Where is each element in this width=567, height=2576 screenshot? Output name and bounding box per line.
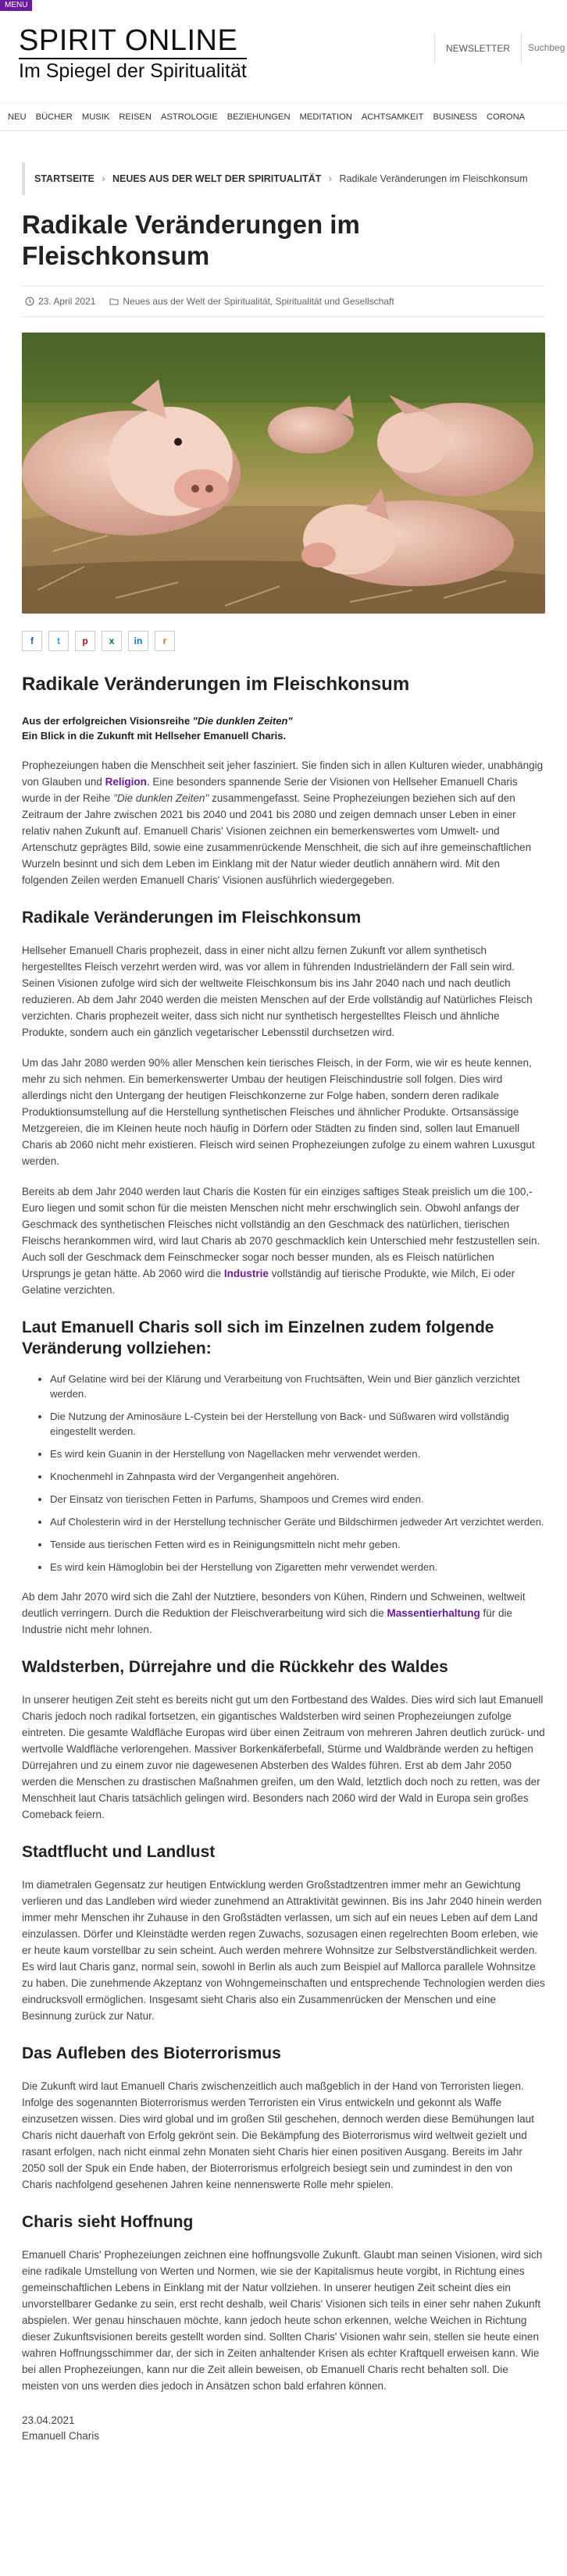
list-item: • Es wird kein Hämoglobin bei der Herstellung von Zigaretten mehr verwendet werden. xyxy=(50,1560,545,1574)
section-heading: Laut Emanuell Charis soll sich im Einzelnen zudem folgende Veränderung vollziehen: xyxy=(22,1318,494,1357)
section-heading: Das Aufleben des Bioterrorismus xyxy=(22,2044,281,2062)
section-heading: Charis sieht Hoffnung xyxy=(22,2213,194,2231)
paragraph: Die Zukunft wird laut Emanuell Charis zwischenzeitlich auch maßgeblich in der Hand von Terroristen liegen. Infolge des sogenannten Bioterrorismus werden Terroristen ein Virus entwickeln und gekonnt als Waffe einzusetzen wissen. Dies wird global und im großen Stil geschehen, dennoch werden diese Bemühungen laut Charis nicht dauerhaft von Erfolg gekrönt sein. Die Bekämpfung des Bioterrorismus wird weltweit gezielt und rasant erfolgen, nach nicht einmal zehn Monaten sieht Charis hier einen positiven Ausgang. Bereits im Jahr 2050 soll der Spuk ein Ende haben, der Bioterrorismus erfolgreich besiegt sein und zumindest in den von Charis nachfolgend gesehenen Jahren keine nennenswerte Rolle mehr spielen. xyxy=(22,2080,534,2190)
nav-item-beziehungen[interactable]: BEZIEHUNGEN xyxy=(226,112,291,122)
xing-share-icon[interactable]: x xyxy=(102,631,122,651)
rss-share-icon[interactable]: r xyxy=(155,631,175,651)
hero-image xyxy=(22,333,545,614)
text: zusammengefasst. Seine Prophezeiungen beziehen sich auf den Zeitraum der Jahre zwischen 2021 bis 2040 und 2041 bis 2080 und zeigen demnach unser Leben in einer relativ nahen Zukunft auf. Emanuell Charis' Visionen zeichnen ein bemerkenswertes vom Umwelt- und Artenschutz geprägtes Bild, sowie eine zusammenrückende Menschheit, die sich auf ihre gemeinschaftlichen Wurzeln besinnt und sich dem Leben im Einklang mit der Natur wieder deutlich annähern wird. Mit den folgenden Zeilen werden Emanuell Charis' Visionen ausführlich wiedergegeben. xyxy=(22,792,532,886)
text: vollständig auf tierische Produkte, wie Milch, Ei oder Gelatine verzichten. xyxy=(22,1268,515,1296)
post-meta xyxy=(22,286,545,317)
site-logo[interactable] xyxy=(19,25,247,83)
page-title: Radikale Veränderungen im Fleischkonsum xyxy=(22,210,360,270)
signoff-author: Emanuell Charis xyxy=(22,2430,100,2442)
article-title: Radikale Veränderungen im Fleischkonsum xyxy=(22,674,410,695)
breadcrumb-separator-icon: › xyxy=(102,173,105,184)
post-date: 23. April 2021 xyxy=(38,296,96,307)
section-heading: Radikale Veränderungen im Fleischkonsum xyxy=(22,909,362,927)
breadcrumb xyxy=(22,162,545,195)
text: Prophezeiungen haben die Menschheit seit jeher fasziniert. Sie finden sich in allen Kulturen wieder, unabhängig von Glauben und xyxy=(22,760,544,788)
list-item: • Auf Cholesterin wird in der Herstellung technischer Geräte und Bildschirmen jedweder Art verzichtet werden. xyxy=(50,1514,545,1529)
share-bar xyxy=(22,631,545,651)
main-content xyxy=(0,162,567,2444)
breadcrumb-separator-icon: › xyxy=(328,173,333,184)
series-name: "Die dunklen Zeiten" xyxy=(113,792,209,804)
nav-item-meditation[interactable]: MEDITATION xyxy=(299,112,352,122)
twitter-share-icon[interactable]: t xyxy=(48,631,69,651)
menu-button[interactable]: MENU xyxy=(0,0,32,11)
section-heading: Stadtflucht und Landlust xyxy=(22,1843,216,1861)
text: Bereits ab dem Jahr 2040 werden laut Charis die Kosten für ein einziges saftiges Steak preislich um die 100,- Euro liegen und somit schon für die meisten Menschen nicht mehr erschwinglich sein. Obwohl anfangs der Geschmack des synthetischen Fleisches nicht vollständig an den Geschmack des natürlichen, tierischen Fleischs herankommen wird, wird laut Charis ab 2070 geschmacklich kein Unterschied mehr festzustellen sein. Auch soll der Geschmack dem Feinschmecker sogar noch besser munden, als es Fleisch natürlichen Ursprungs je getan hätte. Ab 2060 wird die xyxy=(22,1186,540,1279)
intro-prefix: Aus der erfolgreichen Visionsreihe xyxy=(22,715,193,727)
paragraph: Hellseher Emanuell Charis prophezeit, dass in einer nicht allzu fernen Zukunft vor allem synthetisch hergestelltes Fleisch verzehrt werden wird, was vor allem in führenden Industrieländern der Fall sein wird. Seinen Visionen zufolge wird sich der weltweite Fleischkonsum bis ins Jahr 2040 nach und nach deutlich reduzieren. Ab dem Jahr 2040 werden die meisten Menschen auf der Erde vollständig auf Natürliches Fleisch verzichten. Charis prophezeit weiter, dass sich nicht nur synthetisch hergestelltes Fleisch und ähnliche Produkte, sondern auch ein gänzlich vegetarischer Lebensstil durchsetzen wird. xyxy=(22,945,533,1038)
text: für die Industrie nicht mehr lohnen. xyxy=(22,1607,513,1635)
site-header xyxy=(0,11,567,103)
paragraph xyxy=(22,1183,545,1298)
nav-item-musik[interactable]: MUSIK xyxy=(81,112,110,122)
site-title: SPIRIT ONLINE xyxy=(19,25,247,59)
search-input[interactable]: Suchbeg xyxy=(521,33,567,64)
post-categories[interactable]: Neues aus der Welt der Spiritualität, Spiritualität und Gesellschaft xyxy=(123,296,394,307)
newsletter-link[interactable]: NEWSLETTER xyxy=(446,43,511,54)
industrie-link[interactable]: Industrie xyxy=(223,1268,269,1279)
nav-item-astrologie[interactable]: ASTROLOGIE xyxy=(160,112,218,122)
header-tools xyxy=(434,33,567,64)
signoff-date: 23.04.2021 xyxy=(22,2414,75,2426)
list-item: • Es wird kein Guanin in der Herstellung von Nagellacken mehr verwendet werden. xyxy=(50,1446,545,1461)
breadcrumb-home[interactable]: STARTSEITE xyxy=(34,173,94,184)
intro-line2: Ein Blick in die Zukunft mit Hellseher Emanuell Charis. xyxy=(22,730,287,742)
section-heading: Waldsterben, Dürrejahre und die Rückkehr des Waldes xyxy=(22,1658,448,1676)
breadcrumb-category[interactable]: NEUES AUS DER WELT DER SPIRITUALITÄT xyxy=(112,173,322,184)
list-item: • Tenside aus tierischen Fetten wird es in Reinigungsmitteln nicht mehr geben. xyxy=(50,1537,545,1552)
pinterest-share-icon[interactable]: p xyxy=(75,631,95,651)
text: . Eine besonders spannende Serie der Visionen von Hellseher Emanuell Charis wurde in der Reihe xyxy=(22,776,518,804)
facebook-share-icon[interactable]: f xyxy=(22,631,42,651)
nav-item-achtsamkeit[interactable]: ACHTSAMKEIT xyxy=(361,112,424,122)
nav-item-corona[interactable]: CORONA xyxy=(487,112,526,122)
intro-series: "Die dunklen Zeiten" xyxy=(192,715,293,727)
site-subtitle: Im Spiegel der Spiritualität xyxy=(19,60,247,82)
massentierhaltung-link[interactable]: Massentierhaltung xyxy=(387,1607,480,1619)
paragraph: Emanuell Charis' Prophezeiungen zeichnen eine hoffnungsvolle Zukunft. Glaubt man seinen Visionen, wird sich eine radikale Umstellung von Werten und Normen, wie sie der Kapitalismus heute vorgibt, in Richtung eines gemeinschaftlichen Lebens in Einklang mit der Natur vollziehen. In unserer heutigen Zeit scheint dies ein unvorstellbarer Gedanke zu sein, erst recht deshalb, weil Charis' Visionen sich teils in einer sehr nahen Zukunft abspielen. Wer genau hinschauen möchte, kann jedoch heute schon erkennen, welche Weichen in Richtung dieser Zukunftsvisionen bereits gestellt worden sind. Sollten Charis' Visionen wahr sein, stellen sie heute einen wahren Hoffnungsschimmer dar, der sich in Zeiten anhaltender Krisen als echter Kraftquell erweisen kann. Wie bei allen Prophezeiungen, kann nur die Zeit allein beweisen, ob Emanuell Charis recht behalten soll. Die meisten von uns werden dies jedoch in Ansätzen schon bald erfahren können. xyxy=(22,2249,543,2392)
linkedin-share-icon[interactable]: in xyxy=(128,631,148,651)
list-item: • Auf Gelatine wird bei der Klärung und Verarbeitung von Fruchtsäften, Wein und Bier gänzlich verzichtet werden. xyxy=(50,1372,545,1401)
main-navigation xyxy=(0,103,567,131)
top-menu-bar xyxy=(0,0,567,11)
text: Ab dem Jahr 2070 wird sich die Zahl der Nutztiere, besonders von Kühen, Rindern und Schweinen, weltweit deutlich verringern. Durch die Reduktion der Fleischverarbeitung wird sich die xyxy=(22,1591,526,1619)
article-intro xyxy=(22,713,545,743)
nav-item-bücher[interactable]: BÜCHER xyxy=(35,112,73,122)
list-item: • Knochenmehl in Zahnpasta wird der Vergangenheit angehören. xyxy=(50,1469,545,1484)
signoff xyxy=(22,2413,545,2444)
list-item: • Der Einsatz von tierischen Fetten in Parfums, Shampoos und Cremes wird enden. xyxy=(50,1492,545,1507)
paragraph: Um das Jahr 2080 werden 90% aller Menschen kein tierisches Fleisch, in der Form, wie wir es heute kennen, mehr zu sich nehmen. Ein bemerkenswerter Umbau der heutigen Fleischindustrie soll folgen. Dies wird allerdings nicht den Untergang der heutigen Fleischkonzerne zur Folge haben, sondern deren radikale Produktionsumstellung auf die Herstellung synthetischen Fleisches und ähnlicher Produkte. Ortsansässige Metzgereien, die im Kleinen heute noch häufig in Dörfern oder Städten zu finden sind, sollen laut Emanuell Charis ab 2060 nicht mehr existieren. Fleisch wird seinen Prophezeiungen zufolge zu einem wahren Luxusgut werden. xyxy=(22,1057,535,1167)
paragraph xyxy=(22,757,545,888)
religion-link[interactable]: Religion xyxy=(105,776,147,788)
list-item: • Die Nutzung der Aminosäure L-Cystein bei der Herstellung von Back- und Süßwaren wird vollständig eingestellt werden. xyxy=(50,1409,545,1439)
breadcrumb-current: Radikale Veränderungen im Fleischkonsum xyxy=(339,173,528,184)
paragraph xyxy=(22,1589,545,1638)
change-list xyxy=(22,1372,545,1574)
paragraph: In unserer heutigen Zeit steht es bereits nicht gut um den Fortbestand des Waldes. Dies wird sich laut Emanuell Charis jedoch noch radikal fortsetzen, ein gigantisches Waldsterben wird seinen Prophezeiungen zufolge eintreten. Die gesamte Waldfläche Europas wird über einen Zeitraum von mehreren Jahren deutlich zurück- und wertvolle Waldfläche verlorengehen. Massiver Borkenkäferbefall, Stürme und Waldbrände werden zu heftigen Dürrejahren und zu einem zuvor nie dagewesenen Absterben des Waldes führen. Erst ab dem Jahr 2050 werden die Menschen zu drastischen Maßnahmen greifen, um den Wald, letztlich doch noch zu retten, was der Menschheit laut Charis tatsächlich gelingen wird. Besonders nach 2060 wird der Wald in Europa sein großes Comeback feiern. xyxy=(22,1694,545,1820)
nav-item-neu[interactable]: NEU xyxy=(8,112,27,122)
nav-item-reisen[interactable]: REISEN xyxy=(119,112,152,122)
folder-icon xyxy=(109,297,119,306)
paragraph: Im diametralen Gegensatz zur heutigen Entwicklung werden Großstadtzentren immer mehr an Gewichtung verlieren und das Landleben wird wieder zunehmend an Attraktivität gewinnen. Bis ins Jahr 2040 hinein werden immer mehr Menschen ihr Zuhause in den Großstädten verlassen, um sich auf ein neues Leben auf dem Land einzulassen. Dörfer und Kleinstädte werden regen Zuwachs, sozusagen einen regelrechten Boom erleben, wie er heute kaum vorstellbar zu sein scheint. Auch werden mehrere Wohnsitze zur Selbstverständlichkeit werden. Es wird laut Charis ganz, normal sein, sowohl in Berlin als auch zum Beispiel auf Mallorca parallele Wohnsitze zu haben. Die zunehmende Akzeptanz von Wohngemeinschaften und entsprechende Technologien werden dies eindrucksvoll ermöglichen. Insgesamt sieht Charis also ein Zusammenrücken der Menschen und eine Besinnung zurück zur Natur. xyxy=(22,1879,545,2022)
clock-icon xyxy=(25,297,34,306)
pigs-illustration xyxy=(22,333,545,614)
nav-item-business[interactable]: BUSINESS xyxy=(433,112,478,122)
